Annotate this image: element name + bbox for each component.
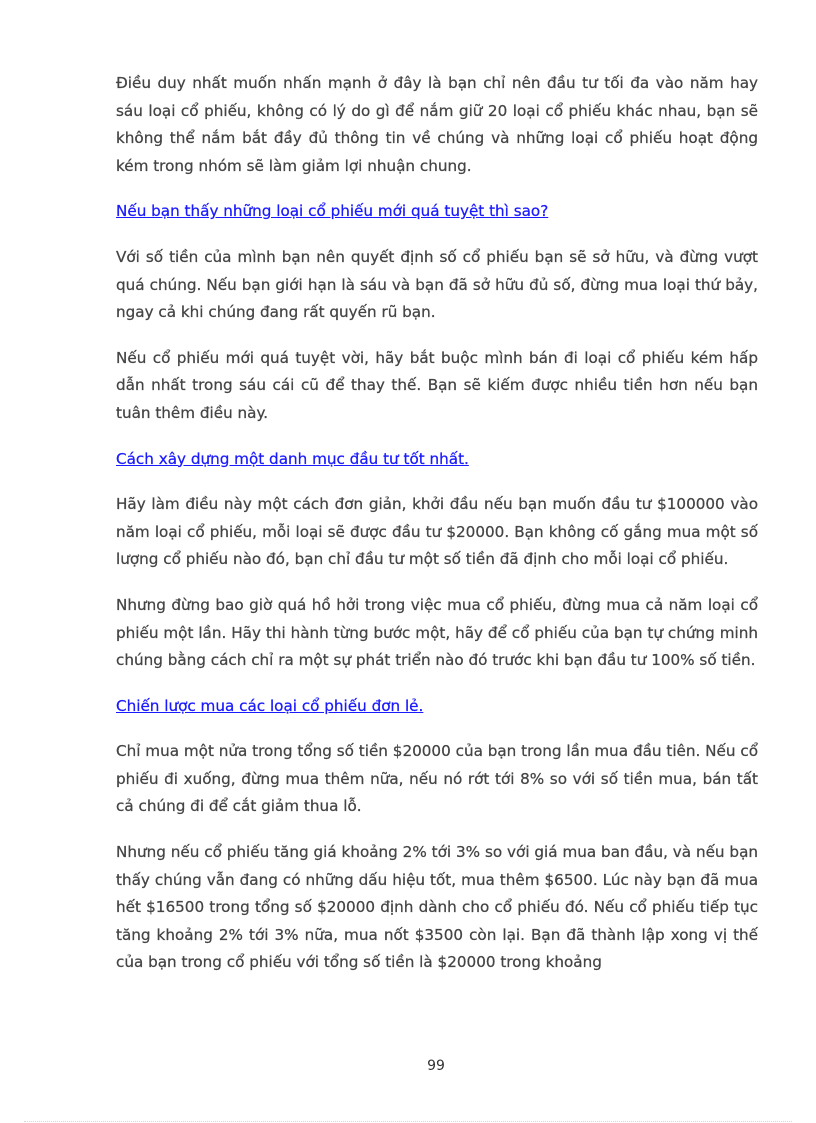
section-heading-link[interactable]: Chiến lược mua các loại cổ phiếu đơn lẻ. xyxy=(116,696,424,715)
paragraph: Hãy làm điều này một cách đơn giản, khởi đầu nếu bạn muốn đầu tư $100000 vào năm loại cổ phiếu, mỗi loại sẽ được đầu tư $20000. Bạn không cố gắng mua một số lượng cổ phiếu nào đó, bạn chỉ đầu tư một số tiền đã định cho mỗi loại cổ phiếu. xyxy=(116,495,758,569)
paragraph: Nếu cổ phiếu mới quá tuyệt vời, hãy bắt buộc mình bán đi loại cổ phiếu kém hấp dẫn nhất trong sáu cái cũ để thay thế. Bạn sẽ kiếm được nhiều tiền hơn nếu bạn tuân thêm điều này. xyxy=(116,348,758,422)
footer-divider xyxy=(24,1121,792,1122)
document-body xyxy=(116,70,758,995)
section-heading-link[interactable]: Nếu bạn thấy những loại cổ phiếu mới quá tuyệt thì sao? xyxy=(116,202,549,221)
paragraph: Nhưng đừng bao giờ quá hồ hởi trong việc mua cổ phiếu, đừng mua cả năm loại cổ phiếu một lần. Hãy thi hành từng bước một, hãy để cổ phiếu của bạn tự chứng minh chúng bằng cách chỉ ra một sự phát triển nào đó trước khi bạn đầu tư 100% số tiền. xyxy=(116,595,758,670)
paragraph: Nhưng nếu cổ phiếu tăng giá khoảng 2% tới 3% so với giá mua ban đầu, và nếu bạn thấy chúng vẫn đang có những dấu hiệu tốt, mua thêm $6500. Lúc này bạn đã mua hết $16500 trong tổng số $20000 định dành cho cổ phiếu đó. Nếu cổ phiếu tiếp tục tăng khoảng 2% tới 3% nữa, mua nốt $3500 còn lại. Bạn đã thành lập xong vị thế của bạn trong cổ phiếu với tổng số tiền là $20000 trong khoảng xyxy=(116,843,758,972)
paragraph: Với số tiền của mình bạn nên quyết định số cổ phiếu bạn sẽ sở hữu, và đừng vượt quá chúng. Nếu bạn giới hạn là sáu và bạn đã sở hữu đủ số, đừng mua loại thứ bảy, ngay cả khi chúng đang rất quyến rũ bạn. xyxy=(116,247,758,322)
page-number: 99 xyxy=(427,1058,445,1074)
paragraph: Chỉ mua một nửa trong tổng số tiền $20000 của bạn trong lần mua đầu tiên. Nếu cổ phiếu đi xuống, đừng mua thêm nữa, nếu nó rớt tới 8% so với số tiền mua, bán tất cả chúng đi để cắt giảm thua lỗ. xyxy=(116,742,758,816)
section-heading-link[interactable]: Cách xây dựng một danh mục đầu tư tốt nhất. xyxy=(116,449,469,468)
paragraph: Điều duy nhất muốn nhấn mạnh ở đây là bạn chỉ nên đầu tư tối đa vào năm hay sáu loại cổ phiếu, không có lý do gì để nắm giữ 20 loại cổ phiếu khác nhau, bạn sẽ không thể nắm bắt đầy đủ thông tin về chúng và những loại cổ phiếu hoạt động kém trong nhóm sẽ làm giảm lợi nhuận chung. xyxy=(116,74,758,175)
